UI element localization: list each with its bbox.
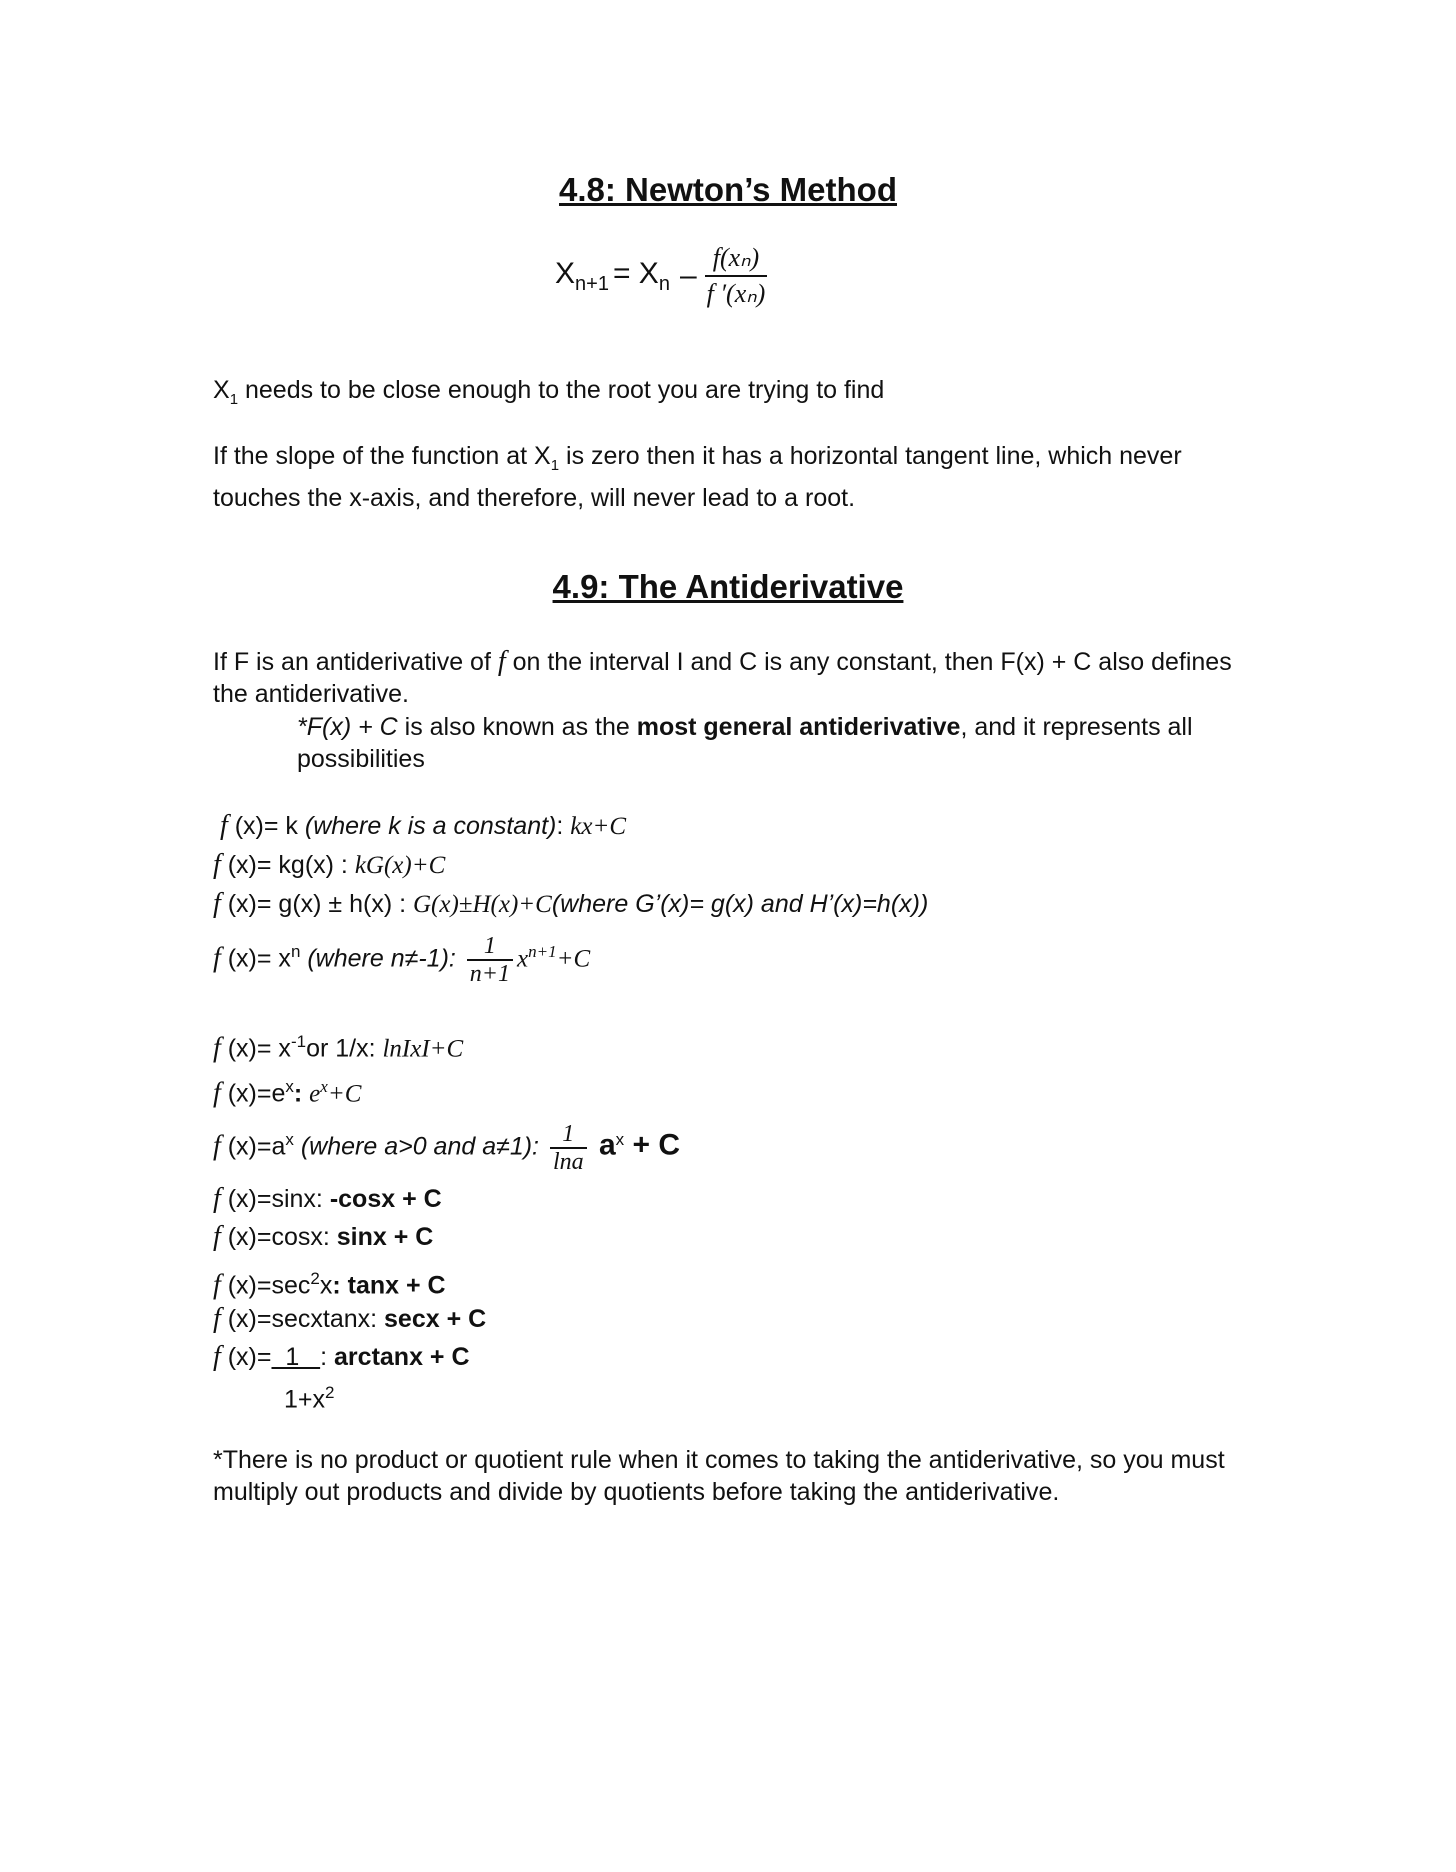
paragraph-no-product-rule: *There is no product or quotient rule when it comes to taking the antiderivative, so you must multiply out products and divide by quotients before taking the antiderivative. <box>213 1446 1225 1506</box>
formula-denominator: f ′(xₙ) <box>705 275 768 309</box>
rule-constant: f (x)= k (where k is a constant): kx+C <box>220 810 627 841</box>
rule-exponential-a: f $(x)=a^x$ (where a>0 and a≠1): $\frac{1}{\ln a}$ $a^x + C$ <box>213 1120 681 1175</box>
note-most-general: *F(x) + C is also known as the most general antiderivative, and it represents all possibilities <box>297 713 1193 773</box>
formula-fraction <box>705 243 768 309</box>
paragraph-horizontal-tangent: If the slope of the function at $X_1$ is zero then it has a horizontal tangent line, which never touches the x-axis, and therefore, will never lead to a root. <box>213 442 1182 512</box>
rule-sum-difference: f (x)= g(x) ± h(x) : G(x)±H(x)+C(where G’(x)= g(x) and H’(x)=h(x)) <box>213 888 929 919</box>
power-rule-fraction: $\frac{1}{n+1}$ <box>467 933 513 987</box>
rule-arctan: f (x)= 1 : arctanx + C <box>213 1341 470 1372</box>
formula-numerator: f(xₙ) <box>712 243 760 272</box>
rule-sine: f (x)=sinx: -cosx + C <box>213 1183 442 1214</box>
exp-rule-fraction: $\frac{1}{\ln a}$ <box>550 1121 587 1175</box>
rule-reciprocal: f $(x)= x^{-1}or$ 1/x: lnIxI+C <box>213 1032 464 1064</box>
paragraph-initial-guess: $X_1$ needs to be close enough to the root you are trying to find <box>213 376 885 408</box>
newton-formula <box>555 243 767 309</box>
section-title-newtons-method: 4.8: Newton’s Method <box>559 171 897 208</box>
section-title-antiderivative: 4.9: The Antiderivative <box>552 568 904 605</box>
rule-constant-multiple: f (x)= kg(x) : kG(x)+C <box>213 849 446 880</box>
rule-arctan-denominator: $1+x^2$ <box>284 1383 335 1414</box>
rule-secant-tangent: f (x)=secxtanx: secx + C <box>213 1303 487 1334</box>
rule-cosine: f (x)=cosx: sinx + C <box>213 1221 434 1252</box>
formula-mid: = $X_n$ <box>612 256 670 295</box>
rule-secant-squared: f $(x)=\sec^2x$: tanx + C <box>213 1269 446 1301</box>
paragraph-antiderivative-definition: If F is an antiderivative of f on the interval I and C is any constant, then F(x) + C also defines the antiderivative. <box>213 646 1232 708</box>
formula-minus: – <box>679 259 697 292</box>
rule-power: f $(x)= x^n$ (where n≠-1): $\frac{1}{n+1}$ $x^{n+1}+C$ <box>213 932 591 987</box>
formula-lhs: $X_{n+1}$ <box>555 256 609 295</box>
rule-exponential-e: f $(x)=e^x$: $e^x+C$ <box>213 1077 362 1109</box>
